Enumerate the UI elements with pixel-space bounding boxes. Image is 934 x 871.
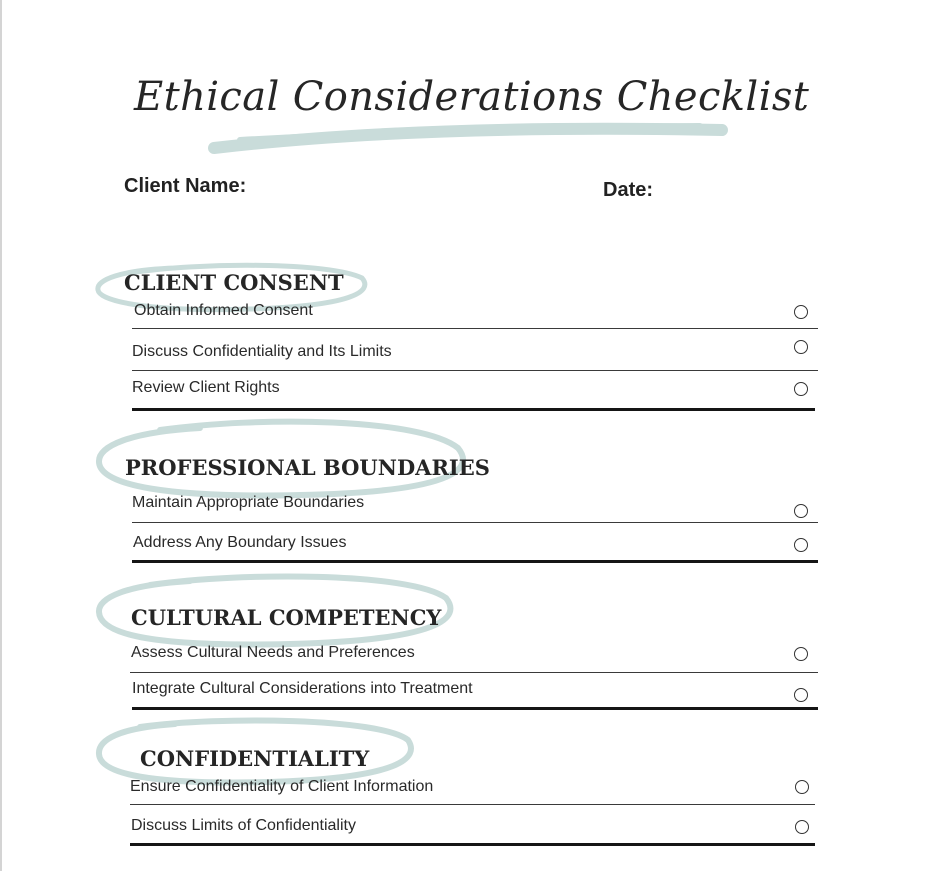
checklist-item-label: Integrate Cultural Considerations into Treatment: [132, 680, 473, 697]
checklist-item-label: Ensure Confidentiality of Client Information: [130, 778, 434, 795]
checkbox-circle[interactable]: [794, 647, 808, 661]
checklist-item-label: Maintain Appropriate Boundaries: [132, 494, 365, 511]
row-divider: [132, 522, 818, 523]
checklist-item-label: Obtain Informed Consent: [134, 302, 313, 319]
checkbox-circle[interactable]: [794, 382, 808, 396]
section-title-confidentiality: CONFIDENTIALITY: [140, 746, 370, 771]
section-divider: [132, 560, 818, 563]
checklist-item-label: Address Any Boundary Issues: [133, 534, 347, 551]
page-title: Ethical Considerations Checklist: [134, 74, 810, 120]
section-divider: [132, 408, 815, 411]
checklist-item-label: Assess Cultural Needs and Preferences: [131, 644, 415, 661]
row-divider: [130, 672, 818, 673]
checkbox-circle[interactable]: [794, 538, 808, 552]
date-label: Date:: [603, 179, 654, 201]
row-divider: [132, 370, 818, 371]
checkbox-circle[interactable]: [794, 305, 808, 319]
section-divider: [132, 707, 818, 710]
section-title-cultural-competency: CULTURAL COMPETENCY: [131, 605, 442, 630]
checkbox-circle[interactable]: [794, 504, 808, 518]
client-name-label: Client Name:: [124, 175, 247, 197]
checklist-item-label: Discuss Limits of Confidentiality: [131, 817, 356, 834]
section-title-professional-boundaries: PROFESSIONAL BOUNDARIES: [125, 455, 490, 480]
section-title-client-consent: CLIENT CONSENT: [124, 270, 344, 295]
checkbox-circle[interactable]: [794, 340, 808, 354]
checkbox-circle[interactable]: [794, 688, 808, 702]
section-divider: [130, 843, 815, 846]
row-divider: [130, 804, 815, 805]
checkbox-circle[interactable]: [795, 820, 809, 834]
checklist-item-label: Discuss Confidentiality and Its Limits: [132, 343, 392, 360]
checkbox-circle[interactable]: [795, 780, 809, 794]
row-divider: [132, 328, 818, 329]
checklist-item-label: Review Client Rights: [132, 379, 280, 396]
